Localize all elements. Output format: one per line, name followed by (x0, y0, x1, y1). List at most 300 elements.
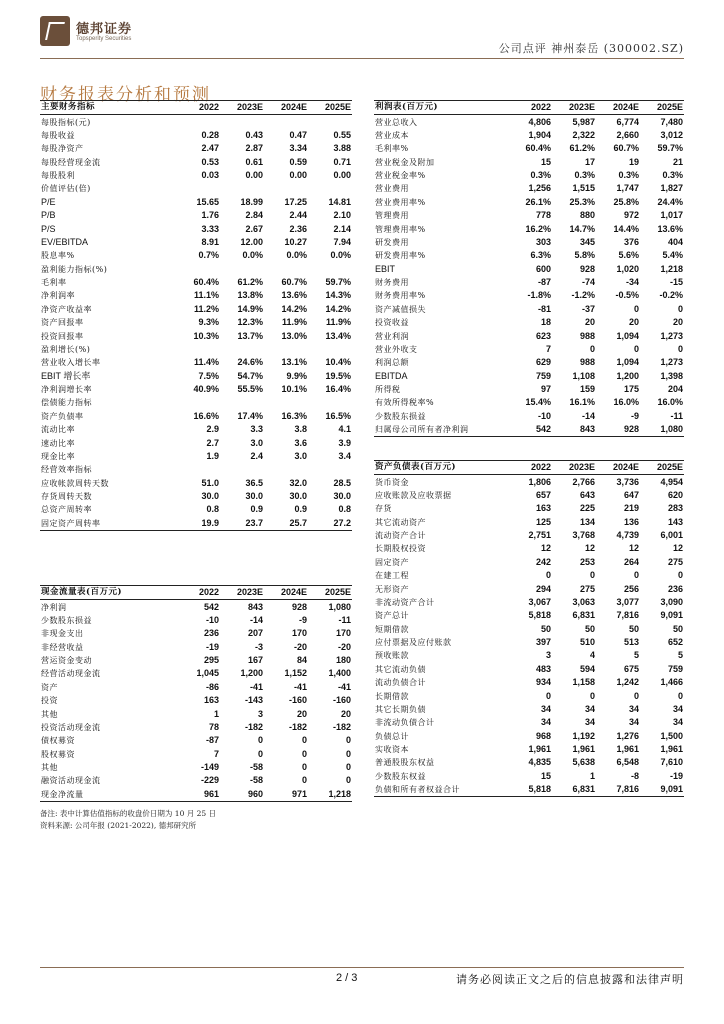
row-label: 净资产收益率 (41, 304, 92, 314)
cell-value (220, 463, 264, 476)
table-row (374, 276, 684, 289)
cell-value: 5.6% (618, 250, 639, 261)
cell-value: 13.8% (237, 290, 263, 301)
cell-value: 5,818 (528, 610, 551, 621)
cell-value: 0.00 (289, 170, 307, 181)
cell-value: 0.9 (294, 504, 307, 515)
cell-value: 170 (335, 628, 351, 639)
cell-value: 283 (667, 503, 683, 514)
cell-value (264, 343, 308, 356)
cell-value: 0 (633, 303, 639, 314)
table-row (374, 410, 684, 423)
cell-value: 0 (545, 690, 551, 701)
table-row (374, 383, 684, 396)
cell-value: 620 (667, 489, 683, 500)
row-label: 利润总额 (375, 358, 409, 368)
cell-value: 11.2% (193, 303, 219, 314)
cell-value: 1,466 (660, 677, 683, 688)
cell-value: 14.9% (237, 303, 263, 314)
logo-name-cn: 德邦证券 (76, 21, 133, 36)
row-label: 其它流动负债 (375, 664, 426, 674)
cell-value (220, 182, 264, 195)
cell-value: 17.25 (284, 196, 307, 207)
logo-name-en: Topsperity Securities (76, 36, 132, 42)
table-row (374, 569, 684, 582)
cell-value: -1.2% (571, 290, 595, 301)
row-label: 净利润 (41, 602, 67, 612)
cell-value: 0.00 (333, 170, 351, 181)
cell-value: 7.94 (333, 236, 351, 247)
row-label: 营业成本 (375, 130, 409, 140)
cell-value: 134 (579, 516, 595, 527)
cell-value: 2.4 (250, 450, 263, 461)
cell-value: 542 (508, 423, 552, 437)
cell-value: 2022 (508, 101, 552, 115)
table-row (374, 716, 684, 729)
cell-value: 20 (296, 708, 307, 719)
table-row (374, 582, 684, 595)
cell-value: 16.6% (193, 410, 219, 421)
cell-value: 3,067 (528, 596, 551, 607)
table-row (40, 169, 352, 182)
table-row (374, 756, 684, 769)
cell-value: 1,200 (240, 668, 263, 679)
cell-value: 2.10 (333, 210, 351, 221)
row-label: 速动比率 (41, 438, 75, 448)
row-label: 股权募资 (41, 749, 75, 759)
cell-value: 1,218 (308, 788, 352, 802)
cell-value: 2.36 (289, 223, 307, 234)
table-row (374, 303, 684, 316)
table-row (40, 788, 352, 802)
table-row (40, 222, 352, 235)
cell-value: 256 (623, 583, 639, 594)
page-number: 2 / 3 (336, 972, 358, 984)
logo-mark-icon (40, 16, 70, 46)
cell-value: 34 (584, 703, 595, 714)
table-row (374, 663, 684, 676)
table-row (40, 707, 352, 720)
cell-value: 2023E (220, 101, 264, 115)
cell-value: 60.7% (613, 143, 639, 154)
cell-value: 27.2 (308, 517, 352, 531)
cell-value: 36.5 (245, 477, 263, 488)
cell-value: 20 (340, 708, 351, 719)
cell-value: 34 (672, 717, 683, 728)
table-header-row (40, 101, 352, 115)
row-label: 投资收益 (375, 318, 409, 328)
cell-value: 0.55 (333, 129, 351, 140)
row-label: 非流动资产合计 (375, 597, 435, 607)
table-row (374, 542, 684, 555)
cell-value: 1,806 (528, 476, 551, 487)
row-label: 在建工程 (375, 571, 409, 581)
cell-value: 19.9 (176, 517, 220, 531)
cell-value: 294 (535, 583, 551, 594)
cell-value: -182 (288, 721, 307, 732)
cell-value (220, 343, 264, 356)
cell-value: 657 (535, 489, 551, 500)
cell-value: 0 (677, 343, 683, 354)
cell-value: 0 (677, 303, 683, 314)
cell-value: -160 (332, 695, 351, 706)
table-row (40, 396, 352, 409)
cell-value: 78 (208, 721, 219, 732)
table-row (40, 276, 352, 289)
cell-value: 20 (672, 317, 683, 328)
row-label: 固定资产 (375, 557, 409, 567)
cell-value: -37 (581, 303, 595, 314)
row-label: 营业费用率% (375, 197, 426, 207)
cell-value: 2025E (640, 461, 684, 475)
row-label: 现金比率 (41, 451, 75, 461)
row-label: 毛利率% (375, 144, 409, 154)
table-header-row (374, 101, 684, 115)
table-row (40, 641, 352, 654)
cell-value: 253 (579, 556, 595, 567)
cell-value: 295 (203, 655, 219, 666)
cell-value: 652 (667, 637, 683, 648)
cell-value: 0.3% (662, 170, 683, 181)
cell-value: 20 (584, 317, 595, 328)
table-row (374, 356, 684, 369)
cell-value: 1,256 (528, 183, 551, 194)
cell-value: 21 (672, 156, 683, 167)
table-row (374, 169, 684, 182)
table-row (40, 142, 352, 155)
cell-value: 3.0 (250, 437, 263, 448)
table-row (374, 743, 684, 756)
cell-value: 7,816 (616, 610, 639, 621)
cell-value: -58 (249, 762, 263, 773)
row-label: EV/EBITDA (41, 236, 89, 247)
table-row (374, 489, 684, 502)
table-row (40, 748, 352, 761)
table-row (40, 627, 352, 640)
row-label: 每股股利 (41, 171, 75, 181)
table-row (374, 289, 684, 302)
cell-value: 11.9% (281, 317, 307, 328)
row-label: 总资产周转率 (41, 505, 92, 515)
table-row (374, 516, 684, 529)
cell-value: 3 (545, 650, 551, 661)
cell-value: 1,400 (328, 668, 351, 679)
cell-value: 4,739 (616, 530, 639, 541)
cell-value: 759 (667, 663, 683, 674)
cell-value: 8.91 (201, 236, 219, 247)
row-label: P/B (41, 210, 56, 221)
row-label: 管理费用率% (375, 224, 426, 234)
cell-value: 2.87 (245, 143, 263, 154)
row-label: 盈利增长(%) (41, 344, 91, 354)
cell-value: -229 (200, 775, 219, 786)
cell-value: 345 (579, 236, 595, 247)
cell-value: -86 (205, 681, 219, 692)
cell-value: 0.0% (330, 250, 351, 261)
cell-value: 12 (584, 543, 595, 554)
row-label: 有效所得税率% (375, 398, 435, 408)
row-label: 固定资产周转率 (40, 517, 176, 531)
cell-value: 0 (345, 748, 351, 759)
cell-value: 0.7% (198, 250, 219, 261)
cell-value: 968 (535, 730, 551, 741)
cell-value: 2023E (220, 586, 264, 600)
cell-value: 1,108 (572, 370, 595, 381)
cell-value (308, 263, 352, 276)
cell-value: 3,090 (660, 596, 683, 607)
row-label: 现金净流量 (40, 788, 176, 802)
cell-value: 1,961 (528, 744, 551, 755)
table-row (374, 423, 684, 437)
cell-value: 961 (176, 788, 220, 802)
table-row (40, 196, 352, 209)
cell-value: 0.3% (530, 170, 551, 181)
cell-value: 4,954 (660, 476, 683, 487)
row-label: 流动负债合计 (375, 678, 426, 688)
cell-value: 1.76 (201, 210, 219, 221)
table-row (374, 196, 684, 209)
cell-value: 1,961 (572, 744, 595, 755)
cell-value: 0.47 (289, 129, 307, 140)
cell-value: 5.4% (662, 250, 683, 261)
cell-value: 13.1% (281, 357, 307, 368)
table-row (40, 667, 352, 680)
cell-value: 50 (672, 623, 683, 634)
cell-value: 880 (579, 210, 595, 221)
row-label: EBIT 增长率 (41, 370, 91, 381)
table-row (40, 600, 352, 614)
row-label: 现金流量表(百万元) (40, 586, 176, 600)
row-label: 其它长期负债 (375, 704, 426, 714)
table-row (40, 263, 352, 276)
cell-value: 16.0% (657, 397, 683, 408)
cell-value: 6,001 (660, 530, 683, 541)
cell-value: 6,774 (616, 116, 639, 127)
cell-value: 4 (589, 650, 595, 661)
row-label: 债权募资 (41, 736, 75, 746)
table-row (40, 329, 352, 342)
cell-value: 988 (579, 330, 595, 341)
cell-value: -19 (205, 641, 219, 652)
table-row (374, 770, 684, 783)
cell-value: 647 (623, 489, 639, 500)
row-label: EBIT (375, 263, 396, 274)
cell-value: 1,152 (284, 668, 307, 679)
cell-value: 32.0 (289, 477, 307, 488)
row-label: 其他 (41, 709, 58, 719)
cell-value: 34 (628, 717, 639, 728)
cell-value: -87 (205, 735, 219, 746)
cell-value: 1,398 (660, 370, 683, 381)
cell-value: -0.2% (659, 290, 683, 301)
cell-value: 843 (247, 601, 263, 612)
cell-value: 3,768 (572, 530, 595, 541)
cell-value: 2024E (264, 101, 308, 115)
table-row (40, 721, 352, 734)
row-label: 应收帐款周转天数 (41, 478, 109, 488)
cell-value: 2024E (596, 101, 640, 115)
cell-value: 34 (672, 703, 683, 714)
row-label: 营业税金率% (375, 171, 426, 181)
cell-value: 16.0% (613, 397, 639, 408)
cell-value: 0 (301, 735, 307, 746)
cell-value: 163 (535, 503, 551, 514)
footer-divider (40, 967, 684, 968)
cell-value: 0 (545, 570, 551, 581)
table-row (374, 142, 684, 155)
cell-value: 61.2% (237, 277, 263, 288)
source-text: 资料来源: 公司年报 (2021-2022), 德邦研究所 (40, 821, 197, 830)
cell-value: 16.2% (525, 223, 551, 234)
cell-value: 675 (623, 663, 639, 674)
cell-value: 1,500 (660, 730, 683, 741)
row-label: 营业收入增长率 (41, 358, 101, 368)
cell-value: 9,091 (640, 783, 684, 797)
cell-value (264, 396, 308, 409)
cell-value: 2023E (552, 101, 596, 115)
row-label: 资产回报率 (41, 318, 84, 328)
cell-value: 0 (633, 570, 639, 581)
row-label: 应收账款及应收票据 (375, 490, 452, 500)
cell-value: 4,835 (528, 757, 551, 768)
cell-value: 5.8% (574, 250, 595, 261)
cash-flow-table (40, 585, 352, 802)
cell-value: 97 (540, 384, 551, 395)
row-label: 投资回报率 (41, 331, 84, 341)
cell-value: 1,045 (196, 668, 219, 679)
cell-value: 1,192 (572, 730, 595, 741)
cell-value: 3,077 (616, 596, 639, 607)
row-label: 每股指标(元) (41, 117, 91, 127)
cell-value: 971 (264, 788, 308, 802)
cell-value: 9.3% (198, 317, 219, 328)
cell-value: 5,987 (572, 116, 595, 127)
table-row (374, 689, 684, 702)
cell-value: 7 (545, 343, 551, 354)
cell-value (176, 396, 220, 409)
cell-value: 1,515 (572, 183, 595, 194)
cell-value: 2022 (176, 586, 220, 600)
cell-value: 5 (677, 650, 683, 661)
cell-value: 0.03 (201, 170, 219, 181)
cell-value: 397 (535, 637, 551, 648)
cell-value: 236 (203, 628, 219, 639)
cell-value: 1 (589, 770, 595, 781)
cell-value: 219 (623, 503, 639, 514)
cell-value: 643 (579, 489, 595, 500)
cell-value: 50 (628, 623, 639, 634)
cell-value: 2.67 (245, 223, 263, 234)
cell-value: 50 (540, 623, 551, 634)
cell-value: -41 (249, 681, 263, 692)
cell-value: -10 (537, 410, 551, 421)
table-row (40, 450, 352, 463)
cell-value: 207 (247, 628, 263, 639)
cell-value: 9,091 (660, 610, 683, 621)
table-row (40, 129, 352, 142)
cell-value: 9.9% (286, 370, 307, 381)
cell-value: 928 (596, 423, 640, 437)
cell-value: 40.9% (193, 384, 219, 395)
cell-value: 2.84 (245, 210, 263, 221)
cell-value: 0.3% (618, 170, 639, 181)
cell-value: 14.2% (281, 303, 307, 314)
cell-value: 159 (579, 384, 595, 395)
cell-value: 23.7 (220, 517, 264, 531)
row-label: 少数股东权益 (375, 771, 426, 781)
cell-value: 13.6% (281, 290, 307, 301)
cell-value: 1,827 (660, 183, 683, 194)
cell-value: 0 (589, 343, 595, 354)
row-label: 经营活动现金流 (41, 669, 101, 679)
table-row (40, 654, 352, 667)
cell-value: 972 (623, 210, 639, 221)
cell-value: 170 (291, 628, 307, 639)
cell-value: 928 (579, 263, 595, 274)
cell-value: 3.8 (294, 424, 307, 435)
table-row (374, 222, 684, 235)
cell-value: -41 (293, 681, 307, 692)
table-header-row (40, 586, 352, 600)
table-row (374, 502, 684, 515)
row-label: 负债总计 (375, 731, 409, 741)
cell-value: 4.1 (338, 424, 351, 435)
cell-value: 3.33 (201, 223, 219, 234)
cell-value (176, 115, 220, 129)
cell-value: 0.43 (245, 129, 263, 140)
cell-value: 1,080 (328, 601, 351, 612)
cell-value: 6.3% (530, 250, 551, 261)
cell-value: 0.9 (250, 504, 263, 515)
cell-value: 264 (623, 556, 639, 567)
cell-value: 19.5% (325, 370, 351, 381)
cell-value: 778 (535, 210, 551, 221)
cell-value: 34 (540, 717, 551, 728)
table-row (40, 463, 352, 476)
row-label: 应付票据及应付账款 (375, 638, 452, 648)
cell-value: 34 (628, 703, 639, 714)
cell-value: 4,806 (528, 116, 551, 127)
row-label: 股息率% (41, 251, 75, 261)
cell-value: 14.7% (569, 223, 595, 234)
cell-value: 225 (579, 503, 595, 514)
cell-value (308, 463, 352, 476)
cell-value: 0 (677, 690, 683, 701)
table-row (40, 734, 352, 747)
cell-value: 510 (579, 637, 595, 648)
cell-value: 12 (540, 543, 551, 554)
table-row (40, 761, 352, 774)
table-row (374, 209, 684, 222)
cell-value: 0 (301, 748, 307, 759)
table-row (40, 681, 352, 694)
cell-value: -19 (669, 770, 683, 781)
cell-value: 16.5% (325, 410, 351, 421)
page-title: 财务报表分析和预测 (40, 85, 211, 105)
cell-value: 50 (584, 623, 595, 634)
row-label: 营业费用 (375, 184, 409, 194)
cell-value: 0.71 (333, 156, 351, 167)
cell-value: 0 (677, 570, 683, 581)
cell-value: 0.0% (286, 250, 307, 261)
cell-value: 7.5% (198, 370, 219, 381)
cell-value: 24.4% (657, 196, 683, 207)
cell-value: 13.0% (281, 330, 307, 341)
cell-value: 1,200 (616, 370, 639, 381)
row-label: 长期股权投资 (375, 544, 426, 554)
cell-value: 960 (220, 788, 264, 802)
cell-value: 12 (672, 543, 683, 554)
